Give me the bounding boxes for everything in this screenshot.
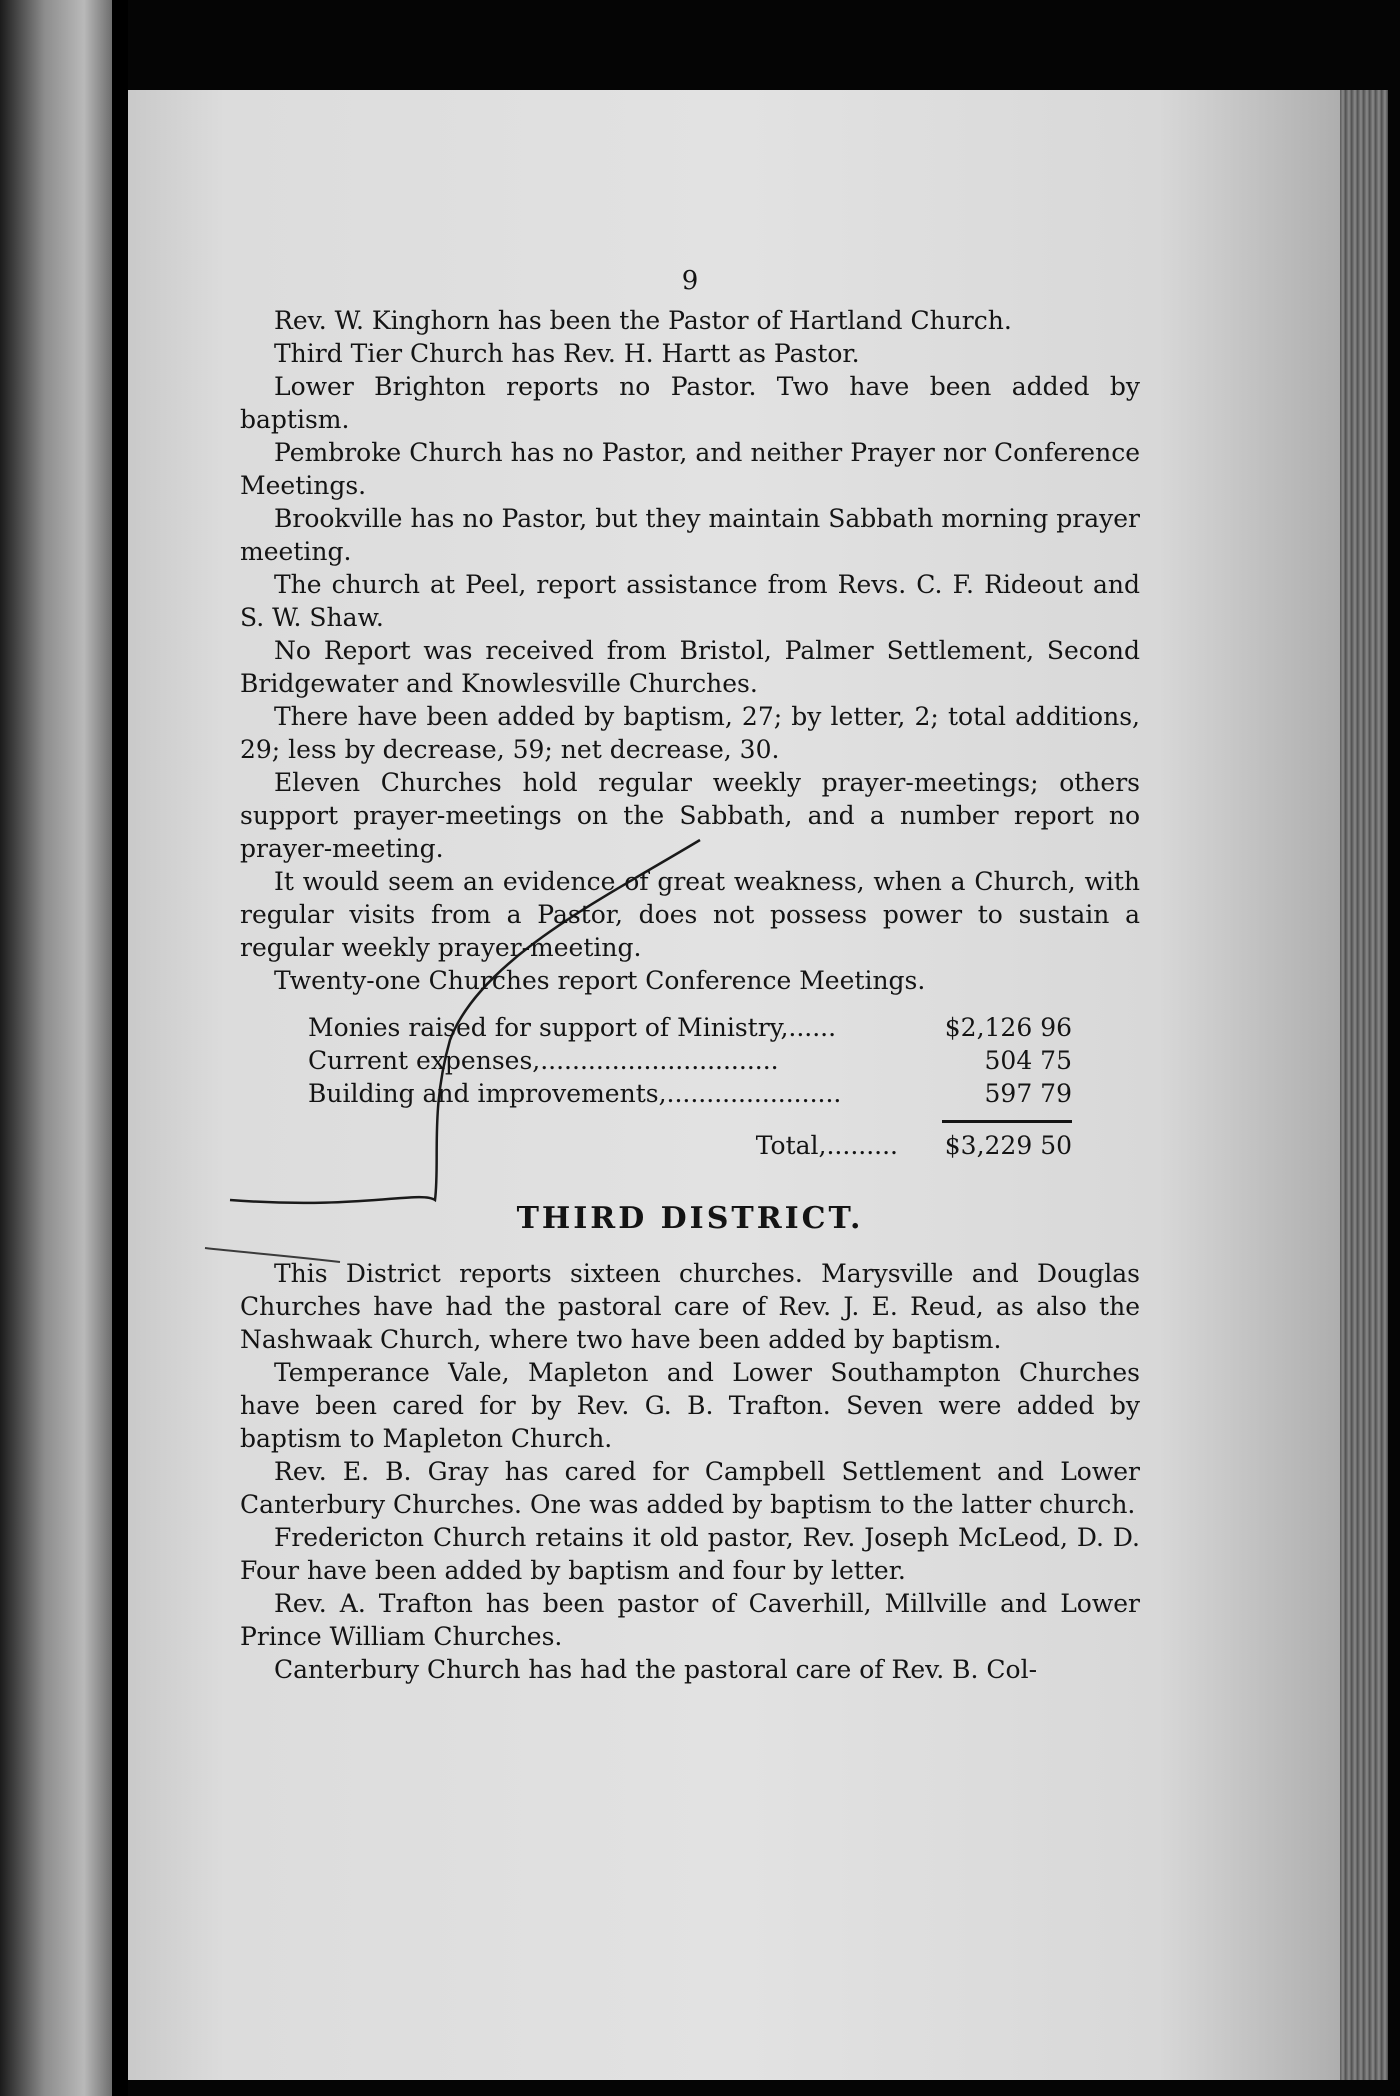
paragraph: The church at Peel, report assistance from Revs. C. F. Rideout and S. W. Shaw. (240, 570, 1140, 632)
finance-row (308, 1011, 1072, 1044)
finance-amount: 597 79 (984, 1079, 1072, 1108)
finance-amount: 504 75 (984, 1046, 1072, 1075)
paragraph: Third Tier Church has Rev. H. Hartt as Pastor. (274, 339, 860, 368)
paragraph: Twenty-one Churches report Conference Meetings. (274, 966, 926, 995)
section-heading: THIRD DISTRICT. (516, 1201, 864, 1236)
paragraph: Fredericton Church retains it old pastor, Rev. Joseph McLeod, D. D. Four have been added by baptism and four by letter. (240, 1523, 1140, 1585)
finance-amount: $2,126 96 (944, 1013, 1072, 1042)
finance-total-row (308, 1129, 1072, 1162)
paragraph: Rev. W. Kinghorn has been the Pastor of Hartland Church. (274, 306, 1012, 335)
finance-row (308, 1077, 1072, 1110)
paragraph: Rev. E. B. Gray has cared for Campbell Settlement and Lower Canterbury Churches. One was added by baptism to the latter church. (240, 1457, 1140, 1519)
finance-label: Monies raised for support of Ministry,...... (308, 1013, 837, 1042)
total-label: Total,......... (755, 1131, 898, 1160)
total-amount: $3,229 50 (944, 1131, 1072, 1160)
finance-table (308, 1011, 1072, 1162)
page-text (240, 265, 1140, 1686)
paragraph: There have been added by baptism, 27; by letter, 2; total additions, 29; less by decrease, 59; net decrease, 30. (240, 702, 1140, 764)
page-number: 9 (681, 266, 699, 296)
paragraph: Lower Brighton reports no Pastor. Two have been added by baptism. (240, 372, 1140, 434)
paragraph: No Report was received from Bristol, Palmer Settlement, Second Bridgewater and Knowlesville Churches. (240, 636, 1140, 698)
paragraph: This District reports sixteen churches. Marysville and Douglas Churches have had the pastoral care of Rev. J. E. Reud, as also the Nashwaak Church, where two have been added by baptism. (240, 1259, 1140, 1354)
finance-row (308, 1044, 1072, 1077)
paragraph: Temperance Vale, Mapleton and Lower Southampton Churches have been cared for by Rev. G. B. Trafton. Seven were added by baptism to Mapleton Church. (240, 1358, 1140, 1453)
paragraph: Pembroke Church has no Pastor, and neither Prayer nor Conference Meetings. (240, 438, 1140, 500)
paragraph: Brookville has no Pastor, but they maintain Sabbath morning prayer meeting. (240, 504, 1140, 566)
paragraph: It would seem an evidence of great weakness, when a Church, with regular visits from a Pastor, does not possess power to sustain a regular weekly prayer-meeting. (240, 867, 1140, 962)
finance-label: Building and improvements,...................... (308, 1079, 842, 1108)
paragraph: Rev. A. Trafton has been pastor of Caverhill, Millville and Lower Prince William Churches. (240, 1589, 1140, 1651)
total-rule (942, 1120, 1072, 1123)
paragraph: Canterbury Church has had the pastoral care of Rev. B. Col- (274, 1655, 1038, 1684)
finance-label: Current expenses,.............................. (308, 1046, 779, 1075)
paragraph: Eleven Churches hold regular weekly prayer-meetings; others support prayer-meetings on the Sabbath, and a number report no prayer-meeting. (240, 768, 1140, 863)
